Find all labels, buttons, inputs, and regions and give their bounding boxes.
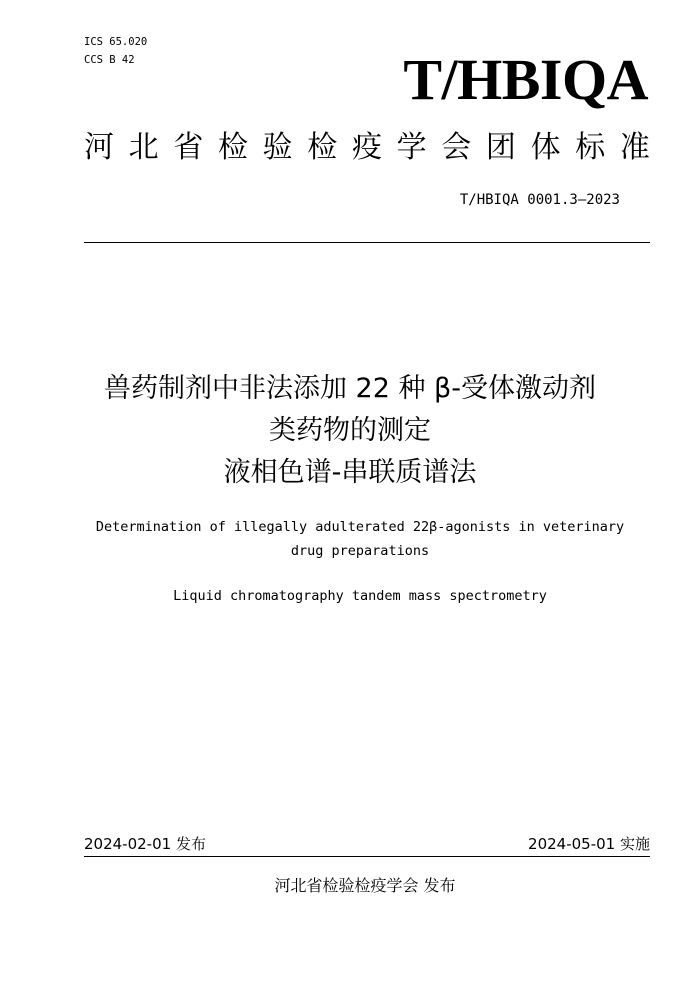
header-divider — [84, 242, 650, 243]
chinese-title-line: 液相色谱-串联质谱法 — [223, 457, 477, 488]
english-title-line: drug preparations — [290, 543, 430, 559]
classification-codes — [84, 33, 147, 69]
heading-char: 验 — [262, 130, 293, 165]
heading-char: 标 — [575, 130, 606, 165]
heading-char: 检 — [307, 130, 338, 165]
heading-char: 疫 — [351, 130, 382, 165]
heading-char: 准 — [619, 130, 650, 165]
heading-char: 会 — [441, 130, 472, 165]
heading-char: 体 — [530, 130, 561, 165]
chinese-title-line: 类药物的测定 — [269, 415, 431, 446]
heading-char: 河 — [84, 130, 114, 165]
issue-date: 2024-02-01 发布 — [84, 835, 206, 853]
english-subtitle: Liquid chromatography tandem mass spectrometry — [173, 588, 547, 604]
implementation-date: 2024-05-01 实施 — [528, 835, 650, 853]
english-title-line: Determination of illegally adulterated 22β-agonists in veterinary — [95, 519, 625, 535]
chinese-title-line: 兽药制剂中非法添加 22 种 β-受体激动剂 — [103, 373, 597, 404]
chinese-title — [50, 368, 650, 494]
english-title — [50, 515, 670, 563]
footer-divider — [84, 856, 650, 857]
heading-char: 北 — [128, 130, 159, 165]
ics-code: ICS 65.020 — [84, 36, 148, 48]
heading-char: 省 — [173, 130, 204, 165]
standard-logo: T/HBIQA — [403, 47, 648, 112]
heading-char: 学 — [396, 130, 427, 165]
organization-standard-heading — [84, 128, 650, 168]
standard-number: T/HBIQA 0001.3—2023 — [459, 192, 620, 208]
publisher: 河北省检验检疫学会 发布 — [274, 876, 456, 895]
heading-char: 检 — [217, 130, 248, 165]
heading-char: 团 — [485, 130, 516, 165]
ccs-code: CCS B 42 — [84, 54, 135, 66]
